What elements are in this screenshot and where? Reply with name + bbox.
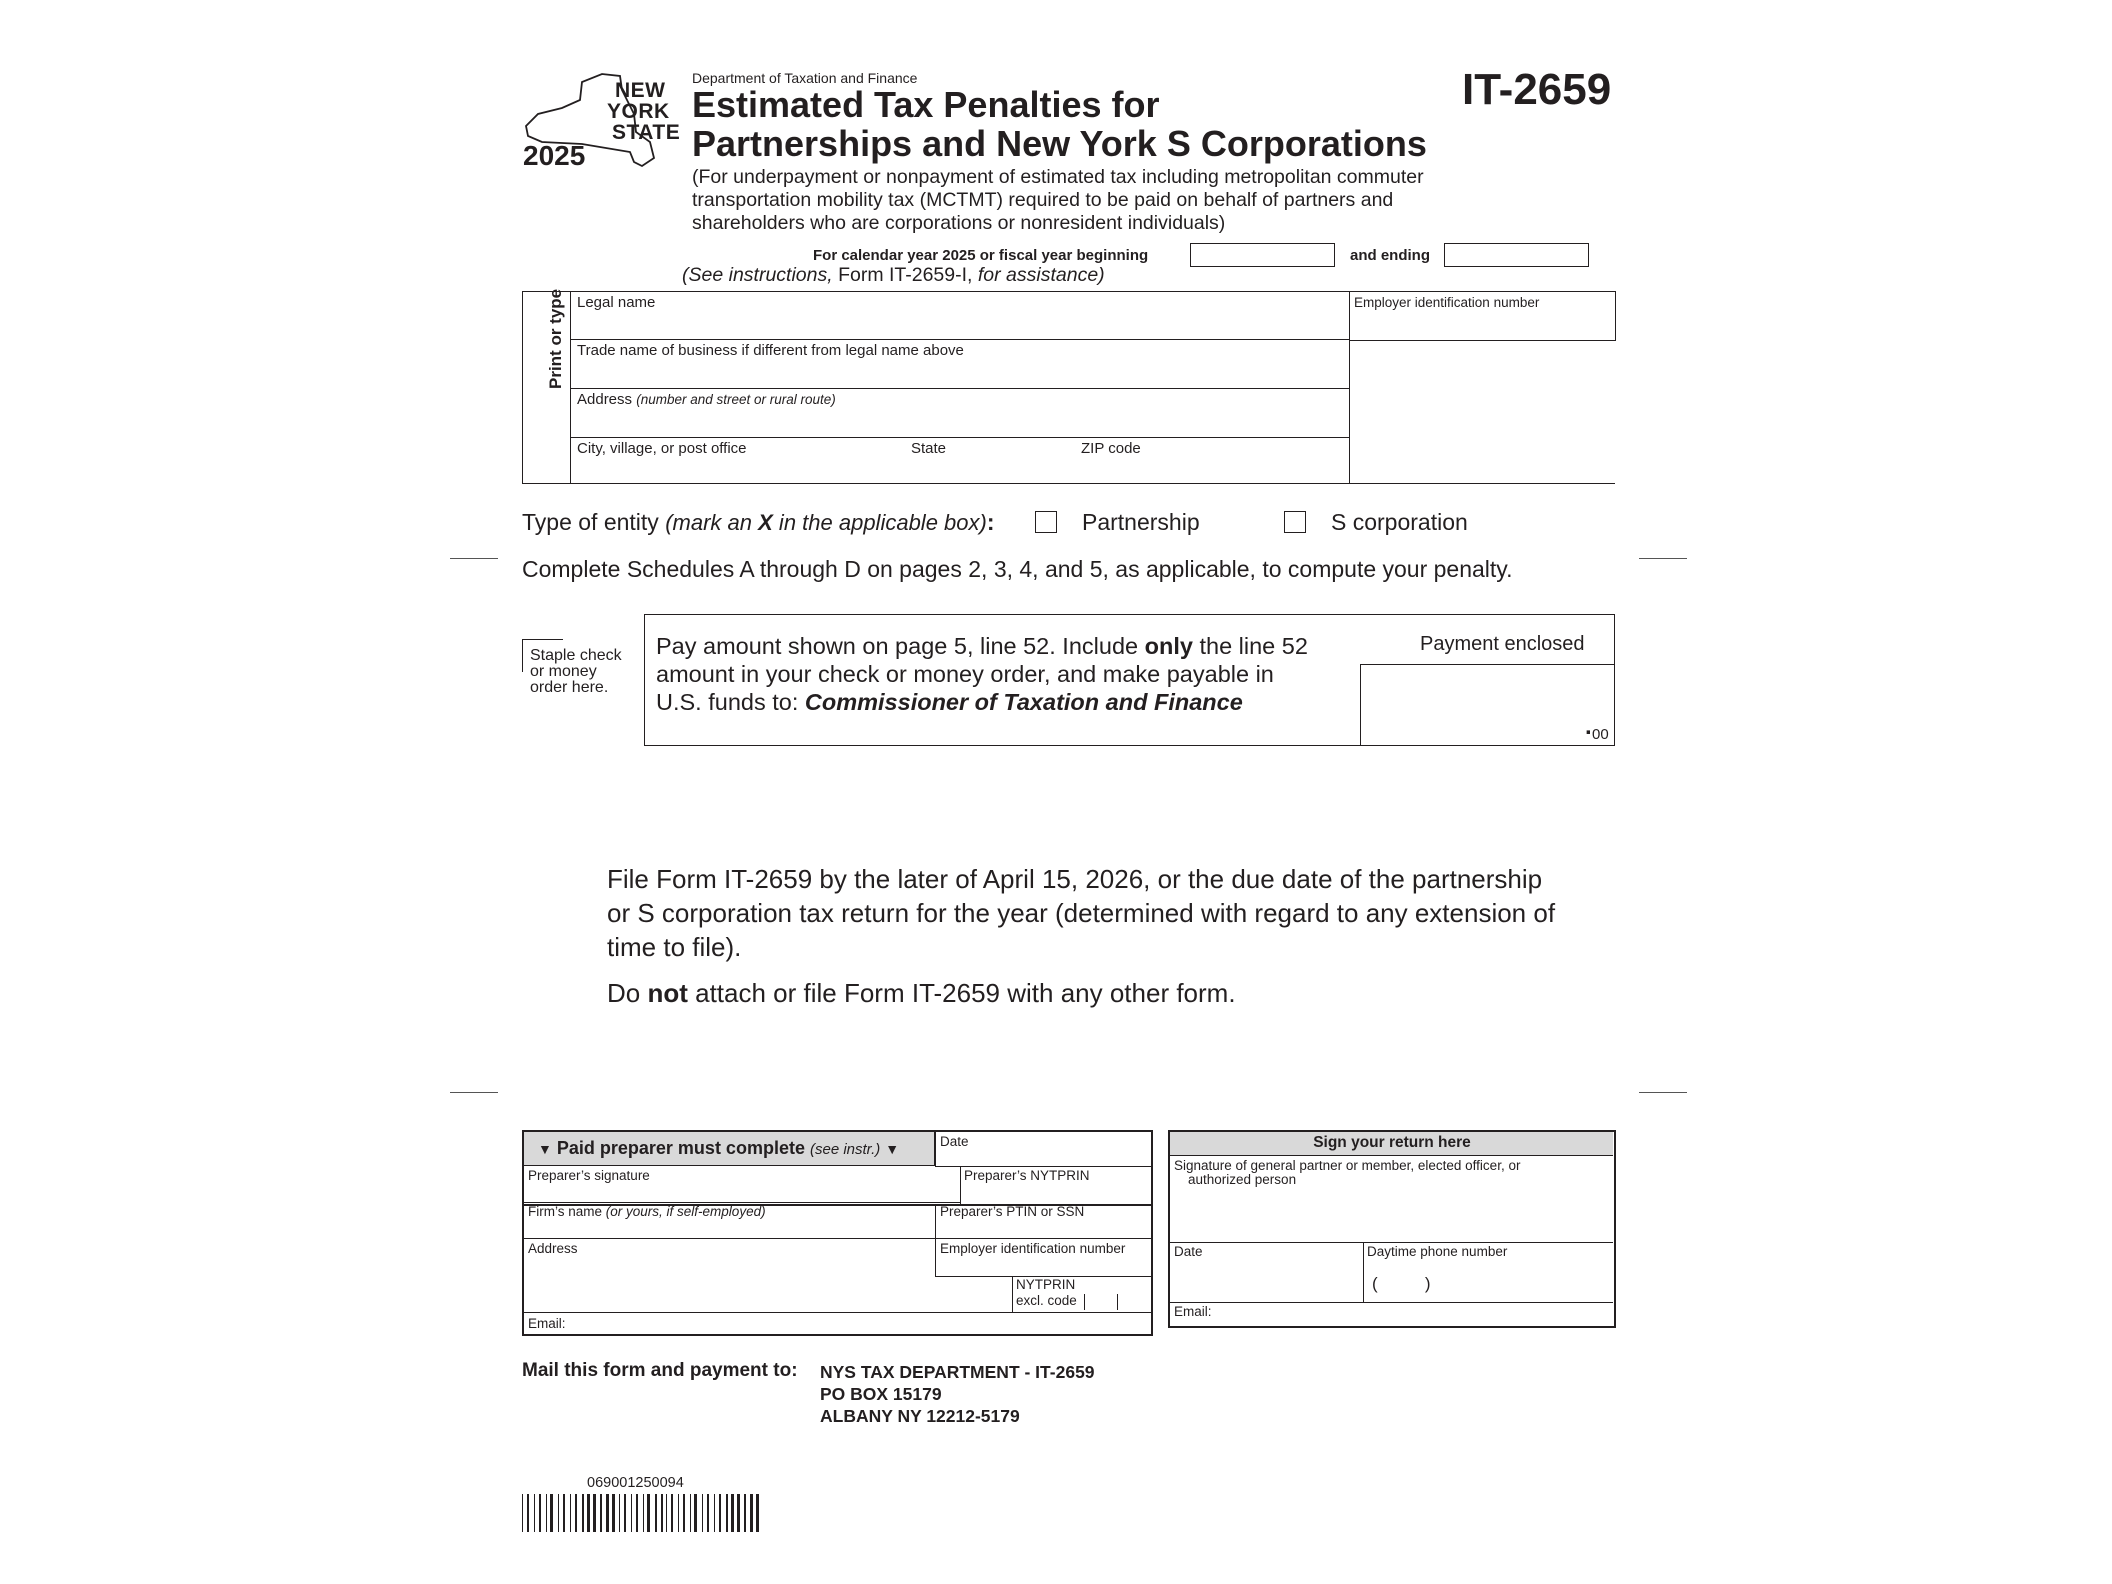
barcode-bar (636, 1494, 638, 1532)
preparer-ein-label: Employer identification number (940, 1241, 1126, 1256)
preparer-ptin-label: Preparer’s PTIN or SSN (940, 1204, 1085, 1219)
fold-mark-left-top (450, 558, 498, 559)
firm-name-label: Firm’s name (or yours, if self-employed) (528, 1204, 766, 1219)
signer-date-input[interactable] (1174, 1262, 1354, 1296)
barcode-bar (661, 1494, 663, 1532)
signer-email-input[interactable] (1220, 1302, 1610, 1320)
barcode-bar (731, 1494, 734, 1532)
staple-line-1: Staple check (530, 647, 622, 664)
barcode-bar (683, 1494, 685, 1532)
signer-signature-input[interactable] (1174, 1190, 1610, 1240)
mail-line1: NYS TAX DEPARTMENT - IT-2659 (820, 1362, 1095, 1382)
barcode-bar (570, 1494, 571, 1532)
legal-name-label: Legal name (577, 294, 656, 311)
signer-phone-label: Daytime phone number (1367, 1244, 1508, 1259)
barcode-bar (593, 1494, 596, 1532)
instructions-note (682, 264, 1105, 287)
chevron-down-icon: ▼ (538, 1141, 552, 1157)
preparer-nytprin-label: Preparer’s NYTPRIN (964, 1168, 1090, 1183)
barcode-bar (655, 1494, 657, 1532)
partnership-label: Partnership (1082, 509, 1200, 535)
subtitle-line2: transportation mobility tax (MCTMT) required to be paid on behalf of partners and (692, 189, 1394, 211)
preparer-header: ▼ Paid preparer must complete (see instr.) ▼ (538, 1138, 900, 1158)
preparer-address-label: Address (528, 1241, 578, 1256)
s-corporation-label: S corporation (1331, 509, 1468, 535)
barcode-bar (612, 1494, 615, 1532)
address-hint: (number and street or rural route) (636, 392, 836, 407)
filing-deadline-line1: File Form IT-2659 by the later of April 15, 2026, or the due date of the partnership (607, 864, 1543, 894)
fiscal-ending-label: and ending (1350, 247, 1430, 264)
barcode (522, 1494, 762, 1532)
barcode-bar (619, 1494, 620, 1532)
payment-cents-dot: . (1585, 713, 1592, 740)
barcode-bar (744, 1494, 746, 1532)
barcode-bar (575, 1494, 577, 1532)
entity-type-row (522, 509, 995, 536)
preparer-email-label: Email: (528, 1316, 566, 1331)
barcode-bar (558, 1494, 559, 1532)
ein-label: Employer identification number (1354, 295, 1540, 310)
barcode-bar (726, 1494, 728, 1532)
payment-instruction-line2: amount in your check or money order, and make payable in (656, 661, 1274, 687)
trade-name-input[interactable] (572, 360, 1347, 386)
subtitle-line1: (For underpayment or nonpayment of estimated tax including metropolitan commuter (692, 166, 1424, 188)
excl-code-input[interactable] (1084, 1292, 1115, 1308)
barcode-bar (666, 1494, 667, 1532)
barcode-bar (522, 1494, 523, 1532)
entity-type-hint: (mark an X in the applicable box) (665, 510, 987, 535)
barcode-bar (582, 1494, 584, 1532)
barcode-bar (678, 1494, 679, 1532)
filing-deadline-line3: time to file). (607, 932, 742, 962)
form-title-line2: Partnerships and New York S Corporations (692, 123, 1427, 164)
barcode-bar (643, 1494, 644, 1532)
fold-mark-right-bottom (1639, 1092, 1687, 1093)
barcode-bar (694, 1494, 697, 1532)
excl-code-label-2: excl. code (1016, 1293, 1077, 1308)
fiscal-ending-input[interactable] (1444, 243, 1589, 267)
form-title-line1: Estimated Tax Penalties for (692, 84, 1160, 125)
logo-word-new: NEW (615, 79, 666, 102)
instructions-suffix: for assistance) (972, 264, 1105, 286)
state-label: State (911, 440, 947, 457)
payment-instruction-line1: Pay amount shown on page 5, line 52. Include only the line 52 (656, 633, 1308, 659)
city-input[interactable] (572, 458, 897, 482)
state-input[interactable] (907, 458, 1067, 482)
payment-instruction-line3: U.S. funds to: Commissioner of Taxation and Finance (656, 689, 1243, 715)
barcode-bar (702, 1494, 703, 1532)
s-corporation-checkbox[interactable] (1284, 511, 1306, 533)
signer-email-label: Email: (1174, 1304, 1212, 1319)
instructions-form: Form IT-2659-I, (832, 264, 973, 286)
barcode-bar (671, 1494, 673, 1532)
barcode-bar (719, 1494, 721, 1532)
mail-line3: ALBANY NY 12212-5179 (820, 1406, 1020, 1426)
signer-signature-label-1: Signature of general partner or member, elected officer, or (1174, 1158, 1521, 1173)
barcode-bar (563, 1494, 565, 1532)
excl-code-label-1: NYTPRIN (1016, 1277, 1076, 1292)
preparer-address-input[interactable] (526, 1258, 1006, 1308)
barcode-bar (624, 1494, 626, 1532)
preparer-date-input[interactable] (937, 1150, 1149, 1164)
preparer-ptin-input[interactable] (937, 1220, 1149, 1234)
entity-type-label: Type of entity (522, 509, 659, 535)
zip-label: ZIP code (1081, 440, 1141, 457)
barcode-bar (546, 1494, 547, 1532)
barcode-bar (527, 1494, 529, 1532)
address-input[interactable] (572, 409, 1347, 435)
sign-header: Sign your return here (1313, 1134, 1471, 1151)
signer-phone-input[interactable] (1372, 1274, 1610, 1296)
barcode-bar (707, 1494, 709, 1532)
department-name: Department of Taxation and Finance (692, 70, 918, 86)
preparer-nytprin-input[interactable] (962, 1184, 1150, 1200)
zip-input[interactable] (1077, 458, 1347, 482)
address-label-text: Address (577, 391, 633, 408)
barcode-bar (587, 1494, 590, 1532)
barcode-bar (737, 1494, 740, 1532)
barcode-bar (690, 1494, 691, 1532)
barcode-bar (539, 1494, 541, 1532)
payment-enclosed-label: Payment enclosed (1420, 633, 1585, 655)
logo-word-york: YORK (607, 100, 670, 123)
mail-line2: PO BOX 15179 (820, 1384, 942, 1404)
payee-name: Commissioner of Taxation and Finance (804, 689, 1243, 715)
barcode-bar (714, 1494, 715, 1532)
chevron-down-icon: ▼ (885, 1141, 900, 1157)
staple-line-3: order here. (530, 679, 609, 696)
filing-deadline-line2: or S corporation tax return for the year (determined with regard to any extension of (607, 898, 1556, 928)
mail-label: Mail this form and payment to: (522, 1360, 798, 1381)
barcode-bar (600, 1494, 602, 1532)
form-number: IT-2659 (1462, 65, 1612, 114)
preparer-ein-input[interactable] (937, 1258, 1149, 1272)
logo-word-state: STATE (612, 121, 681, 144)
trade-name-label: Trade name of business if different from legal name above (577, 342, 964, 359)
subtitle-line3: shareholders who are corporations or nonresident individuals) (692, 212, 1226, 234)
preparer-email-input[interactable] (575, 1314, 1147, 1332)
form-year: 2025 (523, 140, 586, 171)
fiscal-beginning-input[interactable] (1190, 243, 1335, 267)
print-or-type-label: Print or type (546, 288, 565, 389)
entity-type-colon: : (986, 509, 995, 535)
city-label: City, village, or post office (577, 440, 747, 457)
filing-attach-note: Do not attach or file Form IT-2659 with any other form. (607, 978, 1236, 1008)
payment-cents: 00 (1592, 726, 1609, 743)
fiscal-beginning-label: For calendar year 2025 or fiscal year beginning (813, 247, 1149, 264)
instructions-prefix: (See instructions, (682, 264, 833, 286)
barcode-bar (631, 1494, 632, 1532)
schedules-note: Complete Schedules A through D on pages 2, 3, 4, and 5, as applicable, to compute your penalty. (522, 556, 1513, 582)
preparer-signature-label: Preparer’s signature (528, 1168, 650, 1183)
phone-parens: ( ) (1372, 1274, 1431, 1293)
legal-name-input[interactable] (572, 312, 1347, 338)
barcode-bar (750, 1494, 753, 1532)
firm-name-input[interactable] (526, 1220, 931, 1234)
preparer-date-label: Date (940, 1134, 969, 1149)
barcode-bar (606, 1494, 609, 1532)
preparer-signature-input[interactable] (526, 1184, 956, 1200)
payment-amount-input[interactable] (1364, 668, 1574, 740)
barcode-bar (647, 1494, 650, 1532)
barcode-bar (534, 1494, 535, 1532)
signer-signature-label-2: authorized person (1188, 1172, 1297, 1187)
barcode-number: 069001250094 (587, 1475, 684, 1491)
address-label (577, 391, 836, 408)
fold-mark-right-top (1639, 558, 1687, 559)
barcode-bar (550, 1494, 553, 1532)
partnership-checkbox[interactable] (1035, 511, 1057, 533)
barcode-bar (756, 1494, 759, 1532)
staple-line-2: or money (530, 663, 597, 680)
signer-date-label: Date (1174, 1244, 1203, 1259)
fold-mark-left-bottom (450, 1092, 498, 1093)
